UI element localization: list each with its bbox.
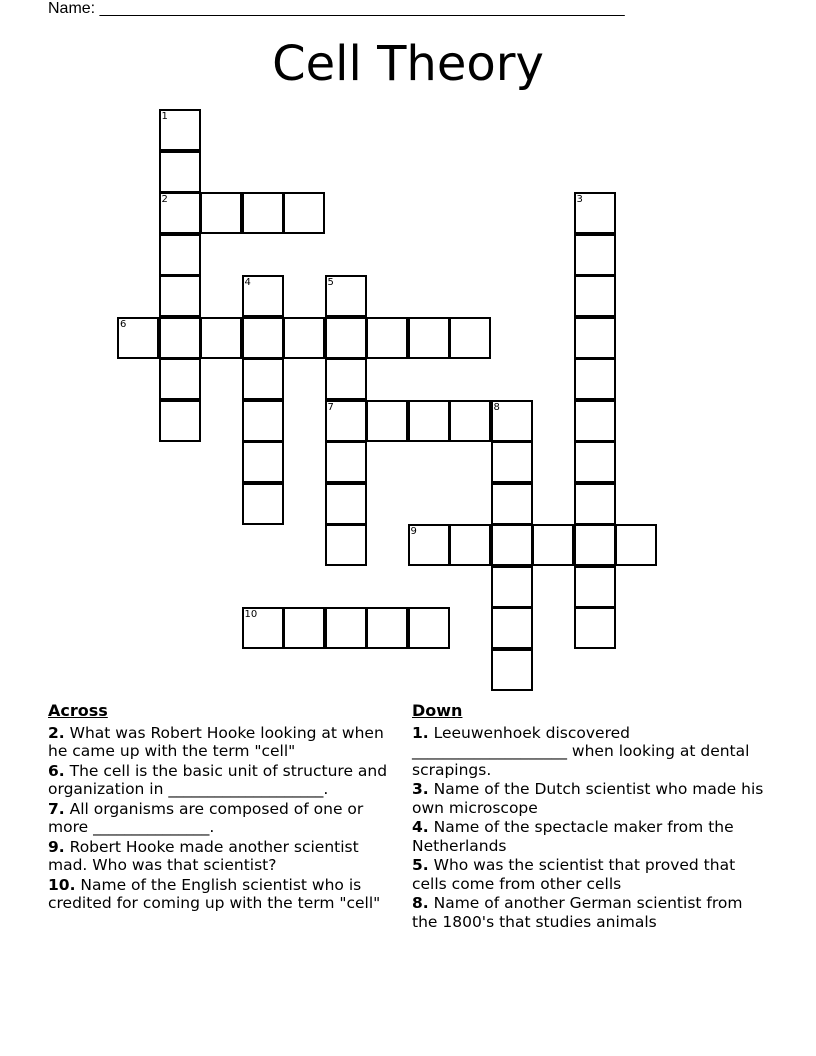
across-heading: Across (48, 701, 108, 720)
grid-cell[interactable] (242, 400, 284, 442)
clue-text: Robert Hooke made another scientist mad. Who was that scientist? (48, 837, 359, 874)
grid-cell[interactable] (242, 358, 284, 400)
across-clue (48, 800, 398, 837)
grid-cell[interactable] (159, 275, 201, 317)
clue-number: 5. (412, 856, 429, 874)
grid-cell[interactable] (325, 317, 367, 359)
grid-cell[interactable] (159, 358, 201, 400)
clue-number: 7. (48, 799, 65, 818)
grid-cell[interactable] (325, 607, 367, 649)
grid-cell[interactable] (408, 607, 450, 649)
page-title: Cell Theory (272, 36, 544, 92)
clue-text: Name of the English scientist who is credited for coming up with the term "cell" (48, 875, 381, 912)
across-clue (48, 724, 398, 761)
clue-number: 1. (412, 723, 429, 742)
grid-cell[interactable] (574, 317, 616, 359)
grid-cell[interactable] (574, 607, 616, 649)
grid-cell[interactable] (449, 524, 491, 566)
down-clue (412, 780, 767, 817)
grid-cell[interactable] (574, 441, 616, 483)
clue-number: 4. (412, 818, 429, 836)
grid-cell[interactable] (325, 400, 367, 442)
clue-text: All organisms are composed of one or more _______________. (48, 799, 364, 836)
clue-number: 9. (48, 837, 65, 856)
clue-number-label: 9 (410, 526, 417, 537)
grid-cell[interactable] (159, 109, 201, 151)
grid-cell[interactable] (408, 317, 450, 359)
clue-number-label: 8 (493, 401, 500, 413)
grid-cell[interactable] (117, 317, 159, 359)
across-clue (48, 876, 398, 913)
grid-cell[interactable] (366, 317, 408, 359)
grid-cell[interactable] (200, 317, 242, 359)
grid-cell[interactable] (574, 483, 616, 525)
clue-text: Name of another German scientist from the 1800's that studies animals (412, 894, 743, 931)
clue-number-label: 5 (327, 277, 334, 288)
grid-cell[interactable] (574, 400, 616, 442)
name-blank-line[interactable]: ___________________________________________________________ (99, 0, 625, 17)
grid-cell[interactable] (491, 400, 533, 442)
down-heading: Down (412, 701, 463, 720)
name-label: Name: (48, 0, 96, 17)
grid-cell[interactable] (159, 151, 201, 193)
grid-cell[interactable] (159, 234, 201, 276)
clue-text: What was Robert Hooke looking at when he came up with the term "cell" (48, 723, 384, 760)
clue-number-label: 1 (161, 111, 168, 122)
clue-number-label: 3 (576, 194, 583, 205)
grid-cell[interactable] (242, 441, 284, 483)
clue-number: 3. (412, 780, 429, 798)
across-clues (48, 702, 398, 914)
grid-cell[interactable] (615, 524, 657, 566)
grid-cell[interactable] (242, 317, 284, 359)
down-clue (412, 856, 767, 893)
clue-number-label: 4 (244, 277, 251, 288)
clue-number-label: 6 (120, 318, 127, 330)
grid-cell[interactable] (242, 483, 284, 525)
grid-cell[interactable] (491, 607, 533, 649)
grid-cell[interactable] (574, 524, 616, 566)
clue-text: Name of the spectacle maker from the Netherlands (412, 818, 734, 855)
grid-cell[interactable] (159, 400, 201, 442)
clue-text: Name of the Dutch scientist who made his own microscope (412, 780, 764, 817)
grid-cell[interactable] (532, 524, 574, 566)
grid-cell[interactable] (366, 400, 408, 442)
grid-cell[interactable] (491, 566, 533, 608)
down-clue (412, 818, 767, 855)
clue-number: 6. (48, 761, 65, 780)
grid-cell[interactable] (242, 192, 284, 234)
grid-cell[interactable] (491, 483, 533, 525)
clue-number-label: 2 (161, 194, 168, 205)
grid-cell[interactable] (283, 607, 325, 649)
grid-cell[interactable] (159, 317, 201, 359)
grid-cell[interactable] (491, 524, 533, 566)
clue-number-label: 10 (244, 609, 258, 620)
grid-cell[interactable] (449, 400, 491, 442)
grid-cell[interactable] (574, 275, 616, 317)
grid-cell[interactable] (325, 483, 367, 525)
down-clues (412, 702, 767, 932)
grid-cell[interactable] (242, 275, 284, 317)
clue-number: 8. (412, 894, 429, 912)
across-clue (48, 838, 398, 875)
grid-cell[interactable] (408, 400, 450, 442)
down-clue (412, 724, 767, 780)
grid-cell[interactable] (159, 192, 201, 234)
down-clue (412, 894, 767, 931)
grid-cell[interactable] (574, 566, 616, 608)
grid-cell[interactable] (574, 358, 616, 400)
across-clue (48, 762, 398, 799)
clue-number: 10. (48, 875, 76, 894)
clue-number-label: 7 (327, 401, 334, 413)
clue-text: Leeuwenhoek discovered ____________________ when looking at dental scrapings. (412, 723, 750, 779)
grid-cell[interactable] (574, 234, 616, 276)
grid-cell[interactable] (408, 524, 450, 566)
clue-text: The cell is the basic unit of structure and organization in ____________________. (48, 761, 388, 798)
grid-cell[interactable] (491, 649, 533, 691)
grid-cell[interactable] (325, 524, 367, 566)
grid-cell[interactable] (574, 192, 616, 234)
grid-cell[interactable] (200, 192, 242, 234)
grid-cell[interactable] (491, 441, 533, 483)
grid-cell[interactable] (242, 607, 284, 649)
grid-cell[interactable] (283, 192, 325, 234)
grid-cell[interactable] (325, 358, 367, 400)
clue-text: Who was the scientist that proved that cells come from other cells (412, 856, 736, 893)
grid-cell[interactable] (325, 275, 367, 317)
grid-cell[interactable] (449, 317, 491, 359)
grid-cell[interactable] (366, 607, 408, 649)
grid-cell[interactable] (325, 441, 367, 483)
grid-cell[interactable] (283, 317, 325, 359)
clue-number: 2. (48, 723, 65, 742)
